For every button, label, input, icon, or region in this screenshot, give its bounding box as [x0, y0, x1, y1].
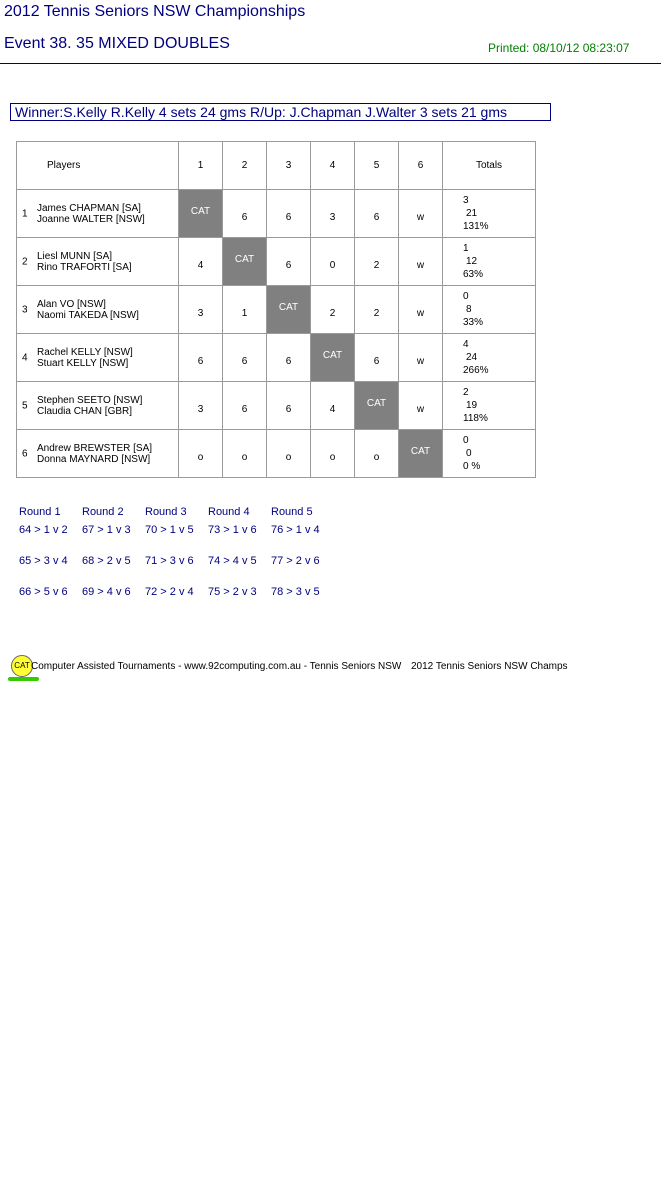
- round-match: 75 > 2 v 3: [208, 586, 257, 598]
- score-value: 4: [197, 260, 204, 271]
- score-cell: [355, 238, 399, 286]
- player-row: [17, 430, 536, 478]
- partner-name: Claudia CHAN [GBR]: [37, 405, 133, 417]
- score-cell: [179, 382, 223, 430]
- partner-name: Donna MAYNARD [NSW]: [37, 453, 151, 465]
- games-won: 24: [466, 352, 478, 363]
- cat-label: CAT: [410, 446, 431, 457]
- player-number: 1: [22, 208, 28, 219]
- score-cell: [399, 382, 443, 430]
- player-name: James CHAPMAN [SA]: [37, 202, 141, 214]
- cat-logo-icon: CAT: [11, 655, 33, 677]
- totals-cell: [443, 190, 536, 238]
- score-value: 3: [197, 404, 204, 415]
- player-row: [17, 238, 536, 286]
- score-value: 2: [329, 308, 336, 319]
- round-match: 71 > 3 v 6: [145, 555, 194, 567]
- score-cell: [223, 334, 267, 382]
- score-cell: [267, 190, 311, 238]
- score-value: 1: [241, 308, 248, 319]
- score-cell: [223, 190, 267, 238]
- players-header: Players: [17, 142, 179, 190]
- score-cell: [311, 430, 355, 478]
- round-label: Round 1: [19, 506, 61, 518]
- player-cell: [17, 238, 179, 286]
- games-percent: 63%: [463, 269, 484, 280]
- score-cell: [355, 286, 399, 334]
- player-number: 6: [22, 448, 28, 459]
- cat-cell: [399, 430, 443, 478]
- footer-event-name: 2012 Tennis Seniors NSW Champs: [411, 661, 568, 672]
- col-header-2: 2: [223, 142, 267, 190]
- sets-won: 4: [463, 339, 469, 350]
- round-label: Round 5: [271, 506, 313, 518]
- score-cell: [267, 334, 311, 382]
- cat-cell: [311, 334, 355, 382]
- logo-underline: [8, 677, 39, 681]
- cat-label: CAT: [278, 302, 299, 313]
- grid-header-row: [17, 142, 536, 190]
- player-row: [17, 190, 536, 238]
- score-cell: [267, 382, 311, 430]
- score-cell: [355, 430, 399, 478]
- sets-won: 1: [463, 243, 469, 254]
- round-match: 67 > 1 v 3: [82, 524, 131, 536]
- score-cell: [399, 286, 443, 334]
- player-number: 5: [22, 400, 28, 411]
- score-value: 6: [285, 260, 292, 271]
- score-cell: [179, 238, 223, 286]
- round-match: 78 > 3 v 5: [271, 586, 320, 598]
- score-cell: [179, 286, 223, 334]
- player-names: [37, 347, 133, 369]
- games-percent: 33%: [463, 317, 484, 328]
- score-value: 2: [373, 308, 380, 319]
- col-header-1: 1: [179, 142, 223, 190]
- score-value: 6: [241, 404, 248, 415]
- score-cell: [399, 238, 443, 286]
- score-cell: [223, 382, 267, 430]
- winner-banner: Winner:S.Kelly R.Kelly 4 sets 24 gms R/Up: J.Chapman J.Walter 3 sets 21 gms: [10, 103, 551, 121]
- round-match: 66 > 5 v 6: [19, 586, 68, 598]
- games-won: 12: [466, 256, 478, 267]
- score-cell: [355, 190, 399, 238]
- page-title: 2012 Tennis Seniors NSW Championships: [4, 3, 306, 20]
- player-name: Alan VO [NSW]: [37, 298, 106, 310]
- score-value: w: [416, 356, 425, 367]
- games-percent: 266%: [463, 365, 489, 376]
- totals-cell: [443, 238, 536, 286]
- cat-label: CAT: [190, 206, 211, 217]
- totals-cell: [443, 382, 536, 430]
- player-number: 2: [22, 256, 28, 267]
- score-value: 6: [197, 356, 204, 367]
- totals-header: Totals: [443, 142, 536, 190]
- cat-cell: [355, 382, 399, 430]
- col-header-5: 5: [355, 142, 399, 190]
- cat-cell: [179, 190, 223, 238]
- games-won: 19: [466, 400, 478, 411]
- totals-cell: [443, 430, 536, 478]
- score-value: o: [241, 452, 248, 463]
- player-names: [37, 251, 132, 273]
- player-cell: [17, 190, 179, 238]
- totals-cell: [443, 286, 536, 334]
- score-value: o: [329, 452, 336, 463]
- score-value: 6: [241, 212, 248, 223]
- score-value: 6: [373, 356, 380, 367]
- round-match: 72 > 2 v 4: [145, 586, 194, 598]
- round-label: Round 4: [208, 506, 250, 518]
- round-label: Round 3: [145, 506, 187, 518]
- games-percent: 131%: [463, 221, 489, 232]
- score-cell: [223, 430, 267, 478]
- round-match: 65 > 3 v 4: [19, 555, 68, 567]
- score-cell: [267, 430, 311, 478]
- score-value: 6: [285, 404, 292, 415]
- score-value: 3: [197, 308, 204, 319]
- score-value: 6: [241, 356, 248, 367]
- score-cell: [355, 334, 399, 382]
- score-value: 6: [285, 212, 292, 223]
- round-match: 70 > 1 v 5: [145, 524, 194, 536]
- player-row: [17, 286, 536, 334]
- partner-name: Joanne WALTER [NSW]: [37, 213, 145, 225]
- player-number: 3: [22, 304, 28, 315]
- round-match: 64 > 1 v 2: [19, 524, 68, 536]
- printed-timestamp: Printed: 08/10/12 08:23:07: [488, 41, 630, 55]
- footer-credit: Computer Assisted Tournaments - www.92computing.com.au - Tennis Seniors NSW: [31, 661, 402, 672]
- score-value: o: [197, 452, 204, 463]
- footer: [8, 652, 608, 680]
- player-name: Andrew BREWSTER [SA]: [37, 442, 153, 454]
- score-value: 0: [329, 260, 336, 271]
- score-cell: [179, 430, 223, 478]
- round-label: Round 2: [82, 506, 124, 518]
- score-cell: [311, 190, 355, 238]
- player-cell: [17, 382, 179, 430]
- round-match: 68 > 2 v 5: [82, 555, 131, 567]
- score-value: w: [416, 404, 425, 415]
- score-cell: [311, 382, 355, 430]
- col-header-3: 3: [267, 142, 311, 190]
- sets-won: 0: [463, 291, 469, 302]
- score-value: w: [416, 308, 425, 319]
- score-value: o: [285, 452, 292, 463]
- score-cell: [223, 286, 267, 334]
- cat-label: CAT: [366, 398, 387, 409]
- totals-cell: [443, 334, 536, 382]
- player-cell: [17, 334, 179, 382]
- player-names: [37, 443, 152, 465]
- round-match: 74 > 4 v 5: [208, 555, 257, 567]
- player-row: [17, 334, 536, 382]
- cat-label: CAT: [234, 254, 255, 265]
- results-grid: [16, 141, 536, 478]
- games-won: 8: [466, 304, 472, 315]
- score-cell: [399, 334, 443, 382]
- sets-won: 0: [463, 435, 469, 446]
- player-name: Rachel KELLY [NSW]: [37, 346, 133, 358]
- col-header-4: 4: [311, 142, 355, 190]
- score-value: 3: [329, 212, 336, 223]
- score-value: w: [416, 260, 425, 271]
- games-percent: 0 %: [463, 461, 481, 472]
- score-cell: [399, 190, 443, 238]
- partner-name: Rino TRAFORTI [SA]: [37, 261, 132, 273]
- round-match: 69 > 4 v 6: [82, 586, 131, 598]
- sets-won: 3: [463, 195, 469, 206]
- games-won: 0: [466, 448, 472, 459]
- player-names: [37, 203, 145, 225]
- partner-name: Naomi TAKEDA [NSW]: [37, 309, 139, 321]
- header-divider: [0, 63, 661, 64]
- player-name: Liesl MUNN [SA]: [37, 250, 113, 262]
- score-cell: [179, 334, 223, 382]
- player-row: [17, 382, 536, 430]
- cat-cell: [223, 238, 267, 286]
- player-cell: [17, 286, 179, 334]
- col-header-6: 6: [399, 142, 443, 190]
- games-won: 21: [466, 208, 478, 219]
- score-value: 6: [373, 212, 380, 223]
- sets-won: 2: [463, 387, 469, 398]
- partner-name: Stuart KELLY [NSW]: [37, 357, 129, 369]
- score-value: 6: [285, 356, 292, 367]
- score-value: w: [416, 212, 425, 223]
- score-value: 2: [373, 260, 380, 271]
- player-cell: [17, 430, 179, 478]
- cat-label: CAT: [322, 350, 343, 361]
- score-cell: [311, 238, 355, 286]
- score-cell: [311, 286, 355, 334]
- round-match: 77 > 2 v 6: [271, 555, 320, 567]
- round-match: 76 > 1 v 4: [271, 524, 320, 536]
- score-cell: [267, 238, 311, 286]
- cat-cell: [267, 286, 311, 334]
- player-name: Stephen SEETO [NSW]: [37, 394, 143, 406]
- games-percent: 118%: [463, 413, 488, 424]
- player-names: [37, 299, 139, 321]
- score-value: o: [373, 452, 380, 463]
- score-value: 4: [329, 404, 336, 415]
- round-match: 73 > 1 v 6: [208, 524, 257, 536]
- player-names: [37, 395, 142, 417]
- player-number: 4: [22, 352, 28, 363]
- event-title: Event 38. 35 MIXED DOUBLES: [4, 35, 230, 52]
